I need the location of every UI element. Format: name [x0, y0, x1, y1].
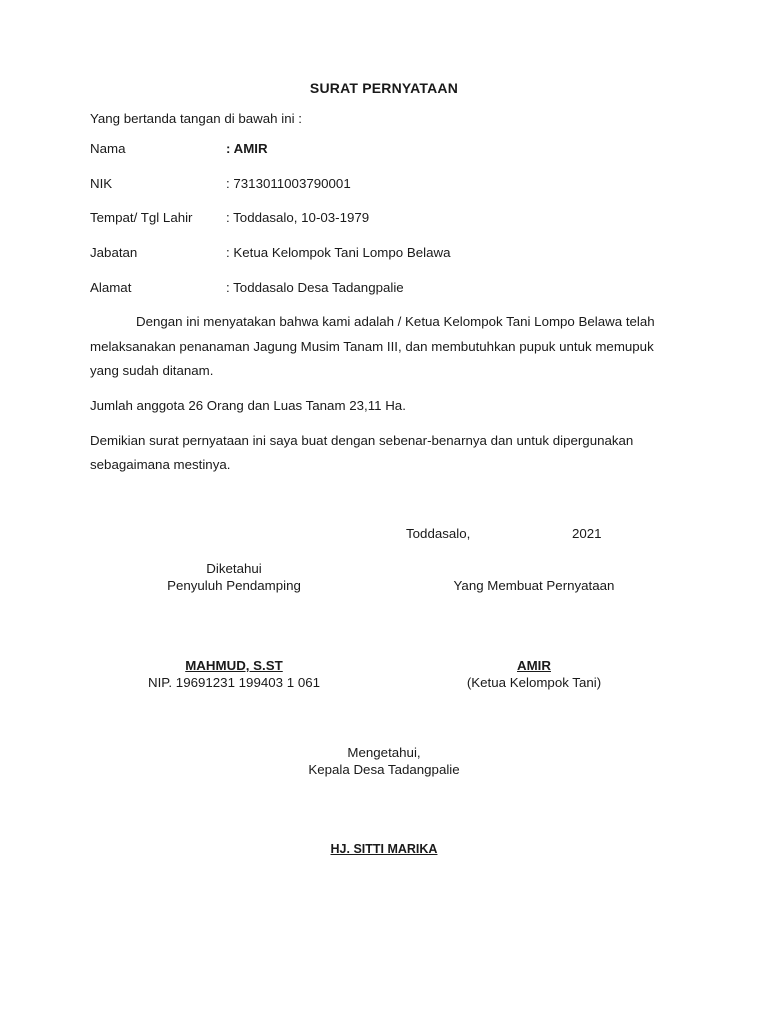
field-value-nik: : 7313011003790001: [226, 176, 351, 191]
year-text: 2021: [572, 526, 602, 541]
left-sign-id: NIP. 19691231 199403 1 061: [147, 675, 321, 690]
paragraph-3-line-2: sebagaimana mestinya.: [90, 457, 231, 472]
field-label-ttl: Tempat/ Tgl Lahir: [90, 210, 193, 225]
paragraph-1-line-3: yang sudah ditanam.: [90, 363, 214, 378]
left-sign-name: MAHMUD, S.ST: [185, 658, 283, 673]
document-title: SURAT PERNYATAAN: [309, 80, 459, 96]
field-label-nama: Nama: [90, 141, 126, 156]
paragraph-2: Jumlah anggota 26 Orang dan Luas Tanam 23,11 Ha.: [90, 398, 406, 413]
bottom-sign-line-2: Kepala Desa Tadangpalie: [308, 762, 460, 777]
paragraph-3-line-1: Demikian surat pernyataan ini saya buat dengan sebenar-benarnya dan untuk dipergunakan: [90, 433, 634, 448]
left-sign-line-2: Penyuluh Pendamping: [167, 578, 301, 593]
field-label-alamat: Alamat: [90, 280, 132, 295]
paragraph-1-line-2: melaksanakan penanaman Jagung Musim Tanam III, dan membutuhkan pupuk untuk memupuk: [90, 339, 654, 354]
right-sign-line-1: Yang Membuat Pernyataan: [453, 578, 615, 593]
bottom-sign-line-1: Mengetahui,: [347, 745, 421, 760]
field-value-alamat: : Toddasalo Desa Tadangpalie: [226, 280, 404, 295]
paragraph-1-line-1: Dengan ini menyatakan bahwa kami adalah / Ketua Kelompok Tani Lompo Belawa telah: [136, 314, 655, 329]
field-label-jabatan: Jabatan: [90, 245, 138, 260]
field-value-nama: : AMIR: [226, 141, 268, 156]
left-sign-line-1: Diketahui: [206, 561, 262, 576]
right-sign-name: AMIR: [517, 658, 551, 673]
field-value-jabatan: : Ketua Kelompok Tani Lompo Belawa: [226, 245, 451, 260]
bottom-sign-name: HJ. SITTI MARIKA: [330, 842, 438, 856]
right-sign-role: (Ketua Kelompok Tani): [466, 675, 602, 690]
field-value-ttl: : Toddasalo, 10-03-1979: [226, 210, 370, 225]
intro-text: Yang bertanda tangan di bawah ini :: [90, 111, 302, 126]
place-text: Toddasalo,: [406, 526, 471, 541]
field-label-nik: NIK: [90, 176, 113, 191]
